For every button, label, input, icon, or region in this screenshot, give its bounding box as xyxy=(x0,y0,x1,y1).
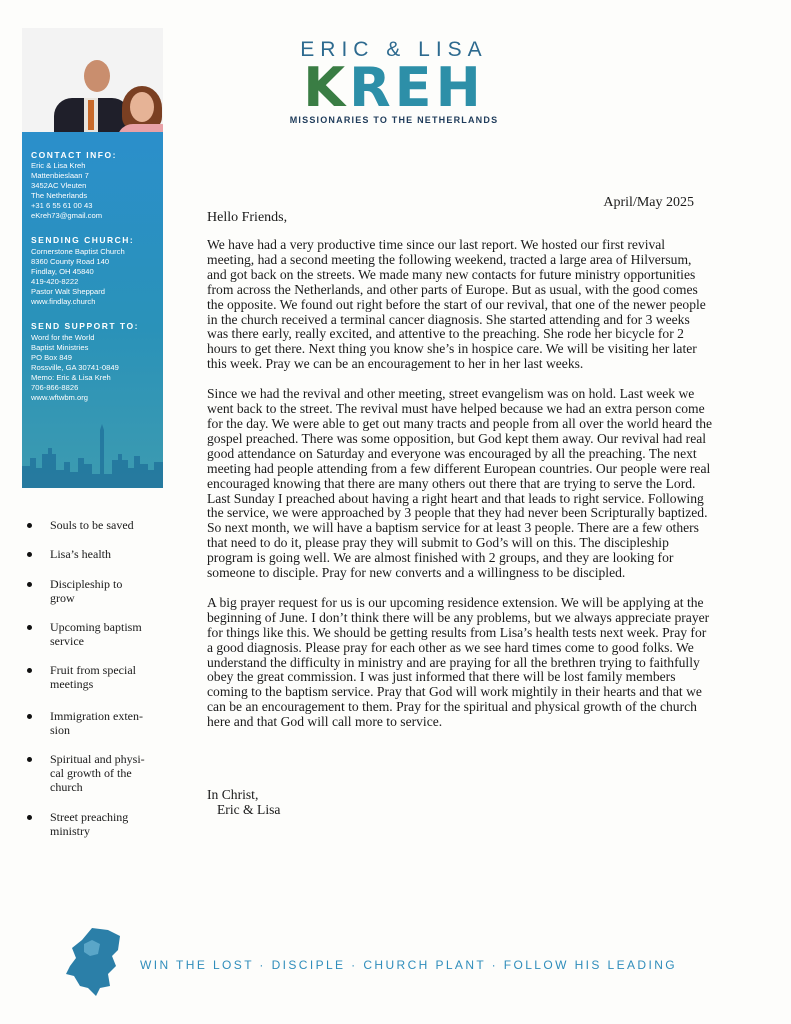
letter-signature: Eric & Lisa xyxy=(217,802,281,817)
contact-email[interactable]: eKreh73@gmail.com xyxy=(31,211,103,220)
footer-tagline: WIN THE LOST · DISCIPLE · CHURCH PLANT · FOLLOW HIS LEADING xyxy=(140,958,677,972)
contact-line: Eric & Lisa Kreh xyxy=(31,161,86,170)
send-support-title: SEND SUPPORT TO: xyxy=(31,321,139,331)
list-item-text: Discipleship to grow xyxy=(50,577,123,605)
letter-paragraph: We have had a very productive time since our last report. We hosted our first revival meeting, had a second meeting the following weekend, tracted a large area of Hilversum, and got back on the streets. We made many new contacts for future ministry opportunities from across the Netherlands, and other parts of Europe. But as usual, with the good comes the opposite. We found out right before the start of our revival, that one of the newer people in the church received a terminal cancer diagnosis. She started attending and for 3 weeks was there early, really excited, and attentive to the preaching. She rode her bicycle for 2 hours to get there. Next thing you know she’s in hospice care. We will be visiting her later this week. Pray we can be an encouragement to her in her last weeks. xyxy=(207,237,706,372)
city-skyline-graphic xyxy=(22,418,163,488)
support-line: PO Box 849 xyxy=(31,353,72,362)
church-line: Pastor Walt Sheppard xyxy=(31,287,106,296)
sending-church-title: SENDING CHURCH: xyxy=(31,235,135,245)
contact-line: The Netherlands xyxy=(31,191,88,200)
contact-phone: +31 6 55 61 00 43 xyxy=(31,201,93,210)
letter-body xyxy=(207,238,713,745)
church-website[interactable]: www.findlay.church xyxy=(31,297,96,306)
letter-greeting: Hello Friends, xyxy=(207,210,288,225)
list-item-text: Fruit from special meetings xyxy=(50,663,136,691)
letter-date: April/May 2025 xyxy=(603,195,694,210)
church-phone: 419-420-8222 xyxy=(31,277,79,286)
church-line: 8360 County Road 140 xyxy=(31,257,110,266)
support-line: Baptist Ministries xyxy=(31,343,89,352)
list-item-text: Spiritual and physi- cal growth of the church xyxy=(50,752,145,794)
support-line: Memo: Eric & Lisa Kreh xyxy=(31,373,111,382)
church-line: Findlay, OH 45840 xyxy=(31,267,94,276)
list-item-text: Souls to be saved xyxy=(50,518,134,532)
family-photo xyxy=(22,28,163,132)
support-phone: 706-866-8826 xyxy=(31,383,79,392)
list-item-text: Street preaching ministry xyxy=(50,810,129,838)
letter-closing: In Christ, xyxy=(207,787,259,802)
letter-paragraph: A big prayer request for us is our upcoming residence extension. We will be applying at the beginning of June. I don’t think there will be any problems, but we always appreciate prayer for things like this. We should be getting results from Lisa’s health tests next week. Pray for a good diagnosis. Please pray for each other as we see hard times come to good folks. We understand the difficulty in ministry and are praying for all the brethren trying to faithfully obey the great commission. I was just informed that there will be lost family members coming to the baptism service. Pray that God will work mightily in their hearts and that we can be an encouragement to them. Pray for the spiritual and physical growth of the church here and that God will call more to service. xyxy=(207,594,710,730)
kreh-logo xyxy=(276,56,512,119)
logo-letters: REH xyxy=(349,56,485,119)
header-subtitle: MISSIONARIES TO THE NETHERLANDS xyxy=(289,115,499,125)
list-item-text: Upcoming baptism service xyxy=(50,620,142,648)
church-line: Cornerstone Baptist Church xyxy=(31,247,125,256)
logo-letter-k: K xyxy=(303,56,350,119)
contact-panel xyxy=(22,132,163,488)
support-line: Rossville, GA 30741-0849 xyxy=(31,363,119,372)
contact-line: 3452AC Vleuten xyxy=(31,181,87,190)
support-line: Word for the World xyxy=(31,333,95,342)
header-names: ERIC & LISA xyxy=(300,38,488,61)
letter-paragraph: Since we had the revival and other meeting, street evangelism was on hold. Last week we went back to the street. The revival must have helped because we had an extra person come for the day. We were able to get out many tracts and people from all over the world heard the gospel preached. There was some opposition, but God kept them away. Our revival had real good attendance on Saturday and everyone was encouraged by all the preaching. The next meeting had people attending from a few different European countries. Our people were real encouraged knowing that there are many others out there that are trying to serve the Lord. Last Sunday I preached about having a right heart and that leads to right service. Following the service, we were approached by 3 people that they had never been Scripturally baptized. So next month, we will have a baptism service for at least 3 people. There are a few others that need to do it, please pray they will submit to God’s will on this. The discipleship program is going well. We are almost finished with 2 groups, and they are looking for someone to disciple. Pray for new converts and a willingness to be discipled. xyxy=(207,386,713,581)
list-item-text: Immigration exten- sion xyxy=(50,709,143,737)
netherlands-map-icon xyxy=(62,926,124,998)
list-item-text: Lisa’s health xyxy=(50,547,111,561)
contact-line: Mattenbieslaan 7 xyxy=(31,171,89,180)
contact-info-title: CONTACT INFO: xyxy=(31,150,117,160)
support-website[interactable]: www.wftwbm.org xyxy=(31,393,88,402)
